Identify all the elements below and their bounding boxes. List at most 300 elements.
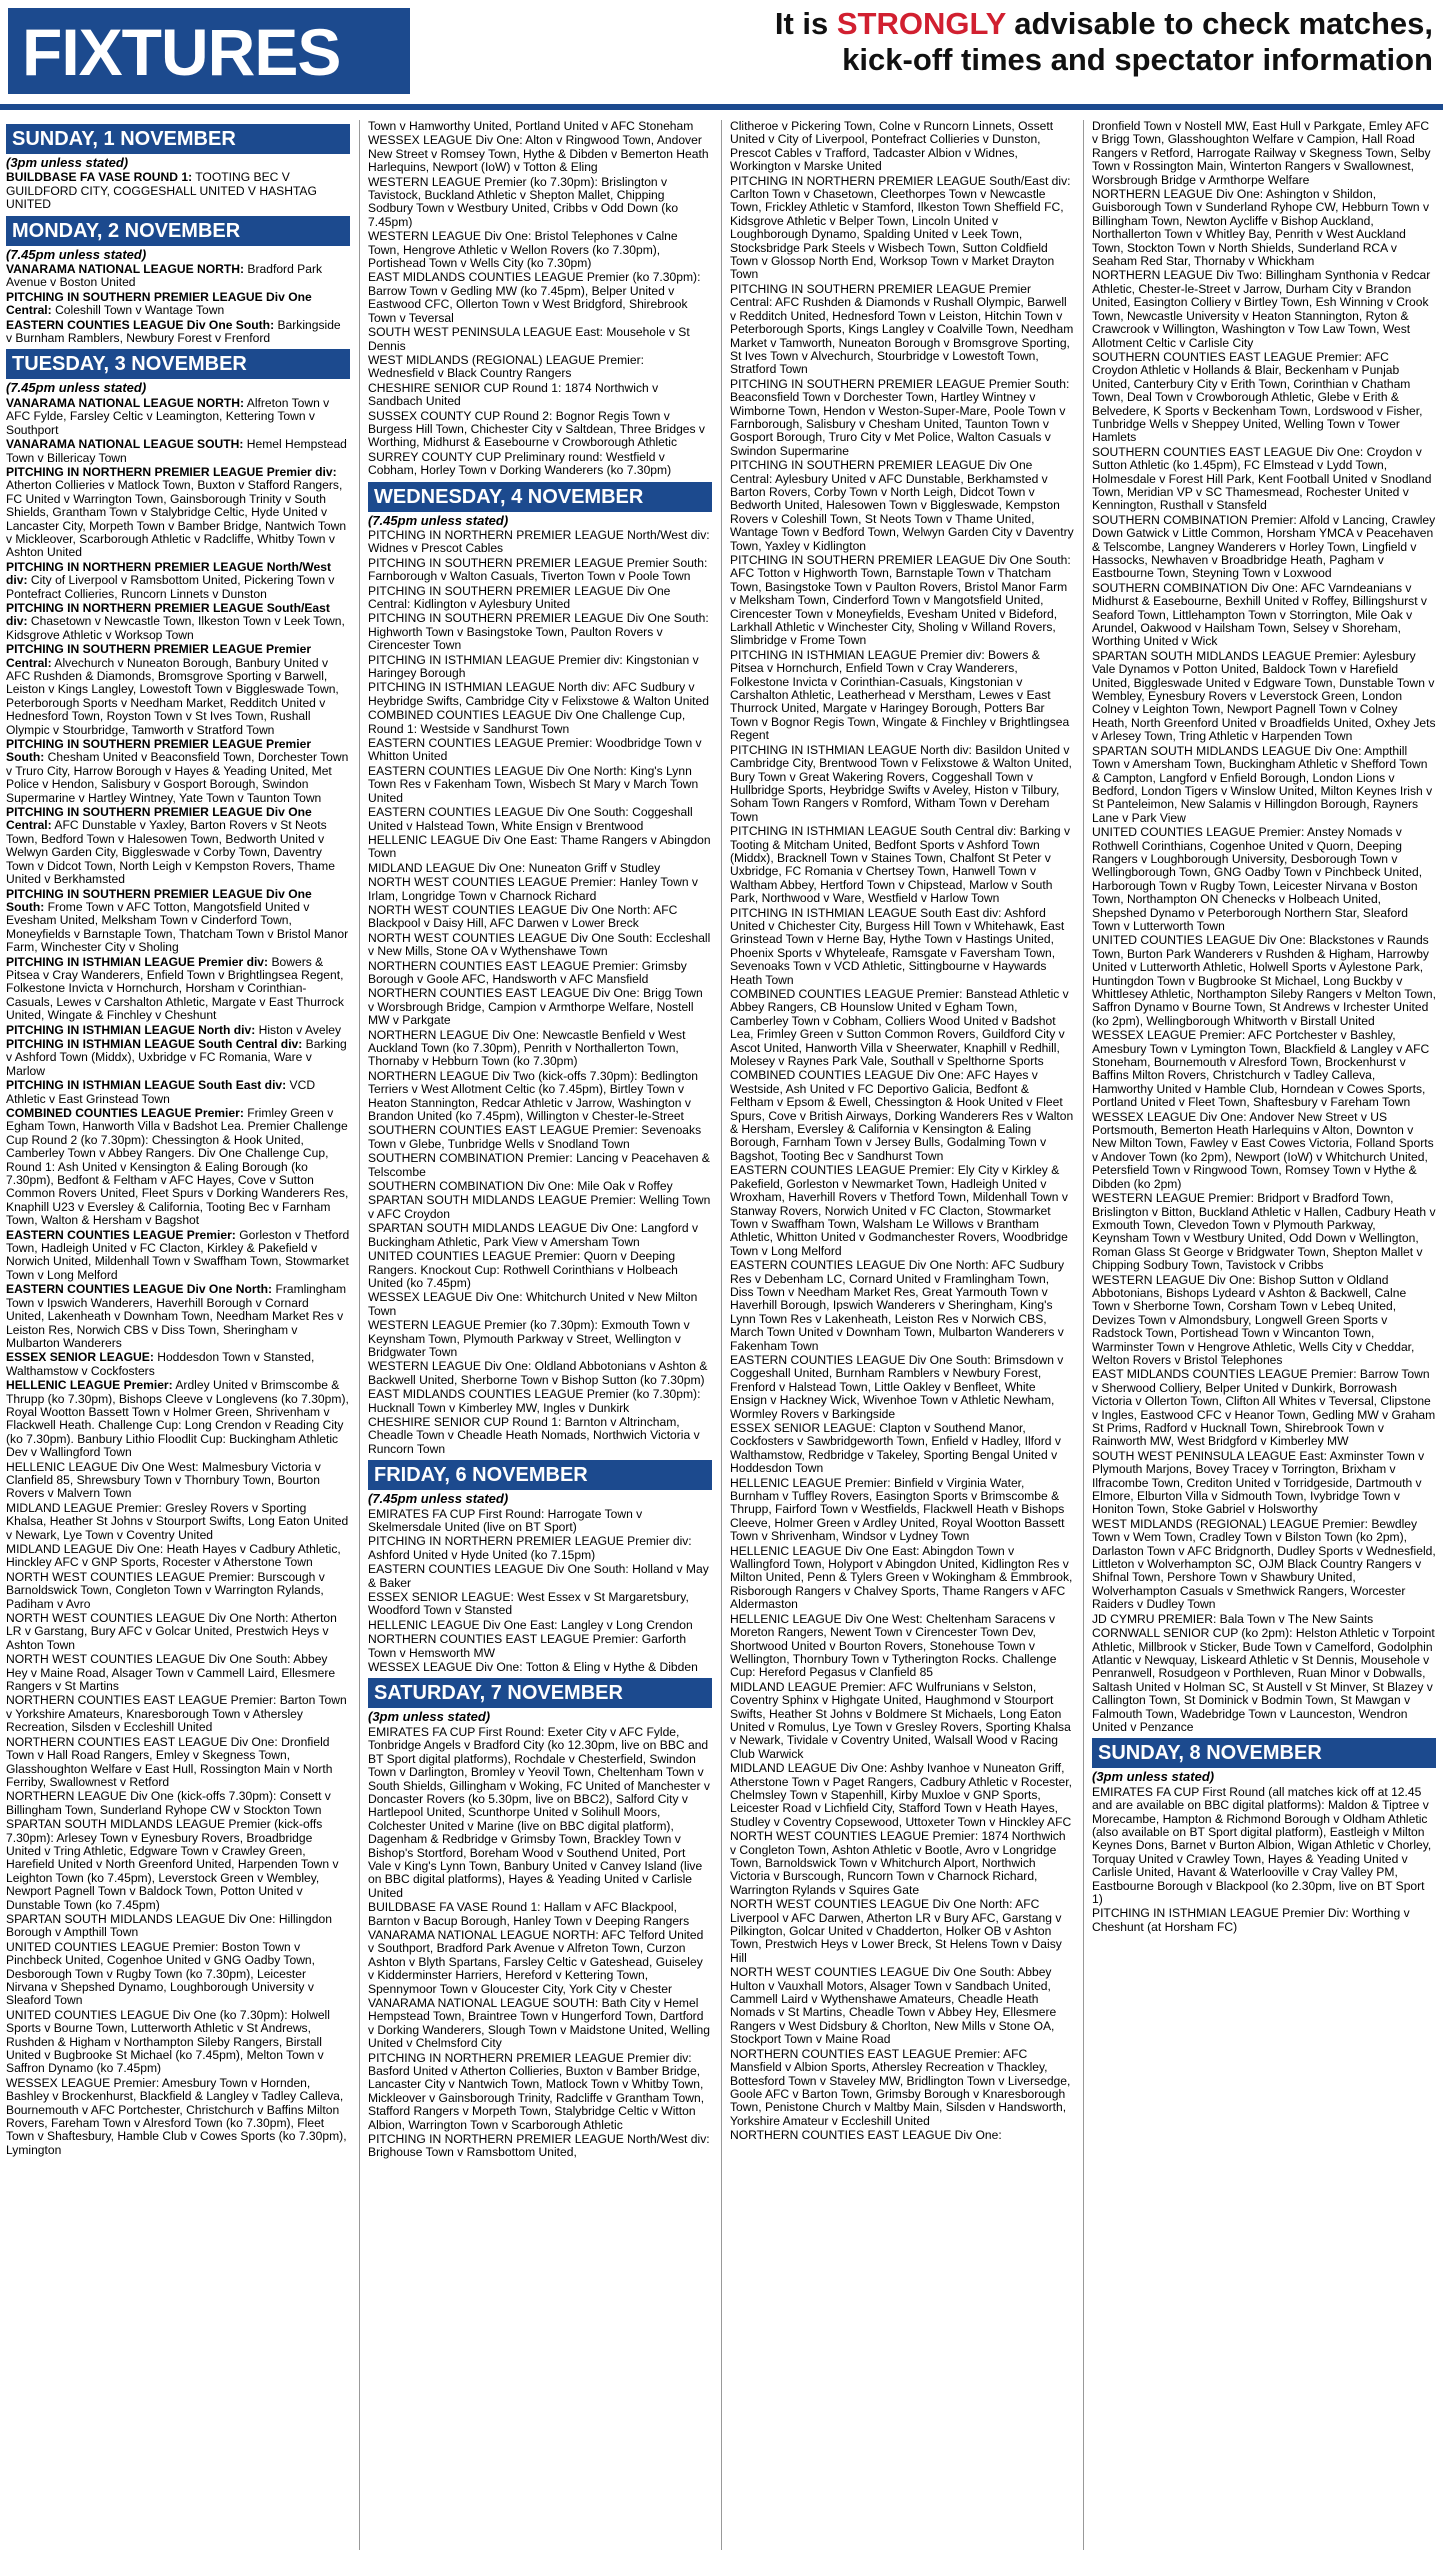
fixture-entry [730,175,1074,282]
fixture-entry [368,410,712,450]
fixture-text: UNITED COUNTIES LEAGUE Premier: Boston Town v Pinchbeck United, Cogenhoe United v GNG Oadby Town, Desborough Town v Rugby Town (ko 7.30pm), Leicester Nirvana v Shepshed Dynamo, Loughborough University v Sleaford Town [6,1939,316,2008]
fixture-entry [6,1543,350,1570]
fixture-entry [368,1535,712,1562]
competition-name: VANARAMA NATIONAL LEAGUE NORTH: [6,395,245,410]
fixture-entry [368,1901,712,1928]
fixture-entry [6,1283,350,1350]
column-divider [1083,120,1084,2550]
fixture-text: MIDLAND LEAGUE Premier: AFC Wulfrunians v Selston, Coventry Sphinx v Highgate United, Haughmond v Stourport Swifts, Heather St Johns v Boldmere St Michaels, Long Eaton United v Romulus, Lye Town v Gresley Rovers, Sporting Khalsa v Newark, Tividale v Coventry United, Walsall Wood v Racing Club Warwick [730,1679,1071,1761]
fixture-entry [368,1929,712,1996]
fixture-text: PITCHING IN ISTHMIAN LEAGUE Premier div: Kingstonian v Haringey Borough [368,652,699,681]
fixture-text: NORTH WEST COUNTIES LEAGUE Div One South: Eccleshall v New Mills, Stone OA v Wythenshawe Town [368,930,711,959]
column-divider [721,120,722,2550]
fixture-text: COMBINED COUNTIES LEAGUE Div One Challenge Cup, Round 1: Westside v Sandhurst Town [368,708,686,736]
fixture-text: VCD Athletic v East Grinstead Town [6,1078,316,1106]
fixture-entry [6,1379,350,1459]
fixture-text: PITCHING IN SOUTHERN PREMIER LEAGUE Div One South: Highworth Town v Basingstoke Town, Paulton Rovers v Cirencester Town [368,611,709,653]
fixture-text: HELLENIC LEAGUE Div One West: Cheltenham Saracens v Moreton Rangers, Newent Town v Cirencester Town Dev, Shortwood United v Bourton Rovers, Stonehouse Town v Wellington, Thornbury Town v Tytherington Rocks. Challenge Cup: Hereford Pegasus v Clanfield 85 [730,1611,1057,1680]
fixture-entry [6,1790,350,1817]
fixture-text: EASTERN COUNTIES LEAGUE Div One North: King's Lynn Town Res v Fakenham Town, Wisbech St Mary v March Town United [368,763,699,805]
fixture-entry [730,1354,1074,1421]
fixture-entry [368,134,712,174]
fixture-text: EAST MIDLANDS COUNTIES LEAGUE Premier: Barrow Town v Sherwood Colliery, Belper United v Dunkirk, Borrowash Victoria v Ollerton Town, Clifton All Whites v Teversal, Clipstone v Ingles, Eastwood CFC v Heanor Town, Gedling MW v Graham St Prims, Radford v Hucknall Town, Shirebrook Town v Rainworth MW, West Bridgford v Kimberley MW [1092,1367,1436,1449]
fixture-text: EASTERN COUNTIES LEAGUE Premier: Woodbridge Town v Whitton United [368,736,702,764]
fixture-text: WESTERN LEAGUE Div One: Bishop Sutton v Oldland Abbotonians, Bishops Lydeard v Ashton & Backwell, Calne Town v Sherborne Town, Corsham Town v Lebeq United, Devizes Town v Almondsbury, Longwell Green Sports v Radstock Town, Portishead Town v Wincanton Town, Warminster Town v Hengrove Athletic, Wells City v Cheddar, Welton Rovers v Bristol Telephones [1092,1272,1415,1367]
fixture-text: Frome Town v AFC Totton, Mangotsfield United v Evesham United, Melksham Town v Cinderford Town, Moneyfields v Barnstaple Town, Thatcham Town v Bristol Manor Farm, Winchester City v Sholing [6,899,349,955]
competition-name: PITCHING IN NORTHERN PREMIER LEAGUE North/West div: [6,559,331,588]
fixture-entry [6,171,350,211]
fixture-entry [6,291,350,318]
fixture-entry [368,1997,712,2051]
fixture-text: Ardley United v Brimscombe & Thrupp (ko 7.30pm), Bishops Cleeve v Longlevens (ko 7.30pm), Royal Wootton Bassett Town v Holmer Green, Shrivenham v Flackwell Heath. Challenge Cup: Long Crendon v Reading City (ko 7.30pm). Banbury Lithio Floodlit Cup: Buckingham Athletic Dev v Wallingford Town [6,1378,349,1460]
header-rule [0,104,1443,110]
fixture-entry [730,459,1074,553]
fixture-entry [368,529,712,556]
fixture-text: SPARTAN SOUTH MIDLANDS LEAGUE Premier: Welling Town v AFC Croydon [368,1193,711,1221]
fixture-entry [368,230,712,270]
fixture-entry [368,1029,712,1069]
fixture-entry [368,1319,712,1359]
day-heading: WEDNESDAY, 4 NOVEMBER [368,482,712,512]
fixture-entry [368,932,712,959]
fixture-entry [6,1107,350,1228]
fixture-entry [6,1351,350,1378]
fixtures-column-1 [6,120,350,2550]
fixture-entry [368,585,712,612]
fixture-text: Coleshill Town v Wantage Town [51,303,225,318]
day-heading: FRIDAY, 6 NOVEMBER [368,1460,712,1490]
fixture-text: Gorleston v Thetford Town, Hadleigh United v FC Clacton, Kirkley & Pakefield v Norwich United, Mildenhall Town v Swaffham Town, Stowmarket Town v Long Melford [6,1227,350,1282]
day-heading: SATURDAY, 7 NOVEMBER [368,1678,712,1708]
fixture-text: VANARAMA NATIONAL LEAGUE NORTH: AFC Telford United v Southport, Bradford Park Avenue v Alfreton Town, Curzon Ashton v Blyth Spartans, Farsley Celtic v Gateshead, Guiseley v Kidderminster Harriers, Hereford v Kettering Town, Spennymoor Town v Gloucester City, York City v Chester [368,1927,704,1996]
fixture-text: WESTERN LEAGUE Premier (ko 7.30pm): Exmouth Town v Keynsham Town, Plymouth Parkway v Street, Wellington v Bridgwater Town [368,1318,690,1359]
kickoff-note: (7.45pm unless stated) [6,246,147,262]
kickoff-note: (3pm unless stated) [368,1709,491,1725]
fixture-entry [6,1502,350,1542]
page-title: FIXTURES [22,15,341,89]
fixture-entry [6,561,350,601]
fixture-entry [368,451,712,478]
fixtures-column-3 [730,120,1074,2550]
fixture-entry [1092,351,1436,445]
fixture-text: CHESHIRE SENIOR CUP Round 1: Barnton v Altrincham, Cheadle Town v Cheadle Heath Nomads, Northwich Victoria v Runcorn Town [368,1414,700,1456]
fixture-entry [6,1736,350,1790]
fixture-text: PITCHING IN SOUTHERN PREMIER LEAGUE Premier South: Beaconsfield Town v Dorchester Town, Hartley Wintney v Wimborne Town, Hendon v Weston-Super-Mare, Poole Town v Farnborough, Salisbury v Chesham United, Taunton Town v Gosport Borough, Truro City v Met Police, Walton Casuals v Swindon Supermarine [730,376,1070,458]
fixture-text: SPARTAN SOUTH MIDLANDS LEAGUE Premier (kick-offs 7.30pm): Arlesey Town v Eynesbury Rovers, Broadbridge United v Tring Athletic, Edgware Town v Crawley Green, Harefield United v North Greenford United, Harpenden Town v Leighton Town (ko 7.45pm), Leverstock Green v Wembley, Newport Pagnell Town v Baldock Town, Potton United v Dunstable Town (ko 7.45pm) [6,1817,339,1912]
fixture-text: VANARAMA NATIONAL LEAGUE SOUTH: Bath City v Hemel Hempstead Town, Braintree Town v Hungerford Town, Dartford v Dorking Wanderers, Slough Town v Maidstone United, Welling United v Chelmsford City [368,1996,710,2051]
fixture-text: PITCHING IN NORTHERN PREMIER LEAGUE North/West div: Widnes v Prescot Cables [368,527,710,556]
day-heading: MONDAY, 2 NOVEMBER [6,216,350,246]
fixture-entry [368,960,712,987]
fixture-entry [1092,1111,1436,1191]
page-header [0,0,1443,104]
fixture-entry [368,1124,712,1151]
fixture-entry [6,956,350,1023]
fixtures-columns [6,120,1437,2550]
fixture-text: MIDLAND LEAGUE Premier: Gresley Rovers v Sporting Khalsa, Heather St Johns v Stourport Swifts, Long Eaton United v Newark, Lye Town v Coventry United [6,1500,349,1542]
fixture-entry [6,806,350,886]
fixture-text: PITCHING IN NORTHERN PREMIER LEAGUE Premier div: Ashford United v Hyde United (ko 7.15pm) [368,1534,692,1562]
fixture-text: Alfreton Town v AFC Fylde, Farsley Celtic v Leamington, Kettering Town v Southport [6,395,330,437]
fixture-entry [368,1250,712,1290]
fixture-text: EAST MIDLANDS COUNTIES LEAGUE Premier (ko 7.30pm): Barrow Town v Gedling MW (ko 7.45pm), Belper United v Eastwood CFC, Ollerton Town v West Bridgford, Shirebrook Town v Teversal [368,270,701,325]
competition-name: PITCHING IN ISTHMIAN LEAGUE Premier div: [6,954,269,969]
fixture-text: SOUTH WEST PENINSULA LEAGUE East: Axminster Town v Plymouth Marjons, Bovey Tracey v Torrington, Brixham v Ilfracombe Town, Crediton United v Torridgeside, Dartmouth v Elmore, Elburton Villa v Sidmouth Town, Ivybridge Town v Honiton Town, Stoke Gabriel v Holsworthy [1092,1448,1425,1517]
competition-name: COMBINED COUNTIES LEAGUE Premier: [6,1106,244,1120]
fixture-entry [730,1164,1074,1258]
fixture-entry [6,397,350,437]
fixture-entry [6,1461,350,1501]
fixture-entry [6,263,350,290]
competition-name: PITCHING IN ISTHMIAN LEAGUE South Central div: [6,1036,303,1051]
fixture-entry [368,862,712,875]
fixture-text: NORTH WEST COUNTIES LEAGUE Div One North: AFC Blackpool v Daisy Hill, AFC Darwen v Lower Breck [368,902,678,931]
fixture-entry [730,2048,1074,2128]
fixture-text: EASTERN COUNTIES LEAGUE Div One South: Coggeshall United v Halstead Town, White Ensign v Brentwood [368,805,693,833]
fixture-entry [368,326,712,353]
fixture-text: WESTERN LEAGUE Div One: Bristol Telephones v Calne Town, Hengrove Athletic v Wellon Rovers (ko 7.30pm), Portishead Town v Wells City (ko 7.30pm) [368,229,678,271]
competition-name: PITCHING IN ISTHMIAN LEAGUE North div: [6,1022,256,1037]
fixture-text: MIDLAND LEAGUE Div One: Heath Hayes v Cadbury Athletic, Hinckley AFC v GNP Sports, Rocester v Atherstone Town [6,1542,341,1570]
fixture-text: HELLENIC LEAGUE Div One East: Thame Rangers v Abingdon Town [368,832,711,861]
fixture-entry [368,1180,712,1193]
fixture-text: NORTHERN COUNTIES EAST LEAGUE Div One: Dronfield Town v Hall Road Rangers, Emley v Skegness Town, Glasshoughton Welfare v East Hull, Rossington Main v North Ferriby, Swallownest v Retford [6,1734,333,1789]
fixture-text: PITCHING IN SOUTHERN PREMIER LEAGUE Div One South: AFC Totton v Highworth Town, Barnstaple Town v Thatcham Town, Basingstoke Town v Paulton Rovers, Bristol Manor Farm v Melksham Town, Cinderford Town v Mangotsfield United, Cirencester Town v Moneyfields, Evesham United v Bideford, Larkhall Athletic v Winchester City, Sholing v Willand Rovers, Slimbridge v Frome Town [730,553,1071,648]
fixture-text: CORNWALL SENIOR CUP (ko 2pm): Helston Athletic v Torpoint Athletic, Millbrook v Sticker, Bude Town v Camelford, Godolphin Atlantic v Newquay, Liskeard Athletic v St Dennis, Mousehole v Penranwell, Rosudgeon v Porthleven, Ruan Minor v Dobwalls, Saltash United v Holman SC, St Austell v St Minver, St Blazey v Callington Town, St Dominick v Bodmin Town, St Mawgan v Falmouth Town, Wadebridge Town v Launceston, Wendron United v Penzance [1092,1626,1435,1734]
fixture-text: SOUTHERN COMBINATION Div One: Mile Oak v Roffey [368,1179,673,1194]
fixture-entry [1092,1627,1436,1734]
fixture-text: PITCHING IN ISTHMIAN LEAGUE South East div: Ashford United v Chichester City, Burgess Hill Town v Whitehawk, East Grinstead Town v Herne Bay, Hythe Town v Hastings United, Phoenix Sports v Whyteleafe, Ramsgate v Faversham Town, Sevenoaks Town v VCD Athletic, Sittingbourne v Haywards Heath Town [730,905,1065,987]
fixture-entry [368,1194,712,1221]
fixture-entry [1092,269,1436,349]
fixture-entry [730,120,1074,174]
fixture-entry [368,1726,712,1900]
fixture-entry [368,612,712,652]
fixture-entry [6,1913,350,1940]
fixture-text: SPARTAN SOUTH MIDLANDS LEAGUE Premier: Aylesbury Vale Dynamos v Potton United, Baldock Town v Harefield United, Biggleswade United v Edgware Town, Dunstable Town v Wembley, Eynesbury Rovers v Leverstock Green, London Colney v Leighton Town, Newport Pagnell Town v Colney Heath, North Greenford United v Broadfields United, Oxhey Jets v Arlesey Town, Tring Athletic v Harpenden Town [1092,648,1436,744]
fixture-text: SOUTHERN COUNTIES EAST LEAGUE Premier: AFC Croydon Athletic v Hollands & Blair, Beckenham v Punjab United, Canterbury City v Erith Town, Corinthian v Chatham Town, Deal Town v Crowborough Athletic, Glebe v Erith & Belvedere, K Sports v Beckenham Town, Lordswood v Fisher, Tunbridge Wells v Sheppey United, Welling Town v Tower Hamlets [1092,349,1423,445]
competition-name: PITCHING IN SOUTHERN PREMIER LEAGUE Div One Central: [6,805,312,833]
fixture-entry [6,1694,350,1734]
fixture-entry [730,2129,1074,2142]
competition-name: PITCHING IN NORTHERN PREMIER LEAGUE South/East div: [6,600,330,629]
fixture-entry [368,1222,712,1249]
fixture-text: UNITED COUNTIES LEAGUE Div One (ko 7.30pm): Holwell Sports v Bourne Town, Lutterworth Athletic v St Andrews, Rushden & Higham v Northampton Sileby Rangers, Birstall United v Bugbrooke St Michael (ko 7.45pm), Melton Town v Saffron Dynamo (ko 7.45pm) [6,2007,330,2076]
fixture-entry [730,1069,1074,1163]
fixture-text: NORTHERN COUNTIES EAST LEAGUE Premier: Barton Town v Yorkshire Amateurs, Knaresborough Town v Athersley Recreation, Silsden v Eccleshill United [6,1693,347,1735]
fixture-text: NORTH WEST COUNTIES LEAGUE Div One South: Abbey Hey v Maine Road, Alsager Town v Cammell Laird, Ellesmere Rangers v St Martins [6,1652,336,1694]
fixture-text: WESSEX LEAGUE Div One: Totton & Eling v Hythe & Dibden [368,1660,698,1675]
fixture-text: BUILDBASE FA VASE Round 1: Hallam v AFC Blackpool, Barnton v Bacup Borough, Hanley Town v Deeping Rangers [368,1900,690,1928]
fixture-entry [6,888,350,955]
fixture-text: COMBINED COUNTIES LEAGUE Div One: AFC Hayes v Westside, Ash United v FC Deportivo Galicia, Bedfont & Feltham v Epsom & Ewell, Chessington & Hook United v Fleet Spurs, Cove v British Airways, Dorking Wanderers Res v Walton & Hersham, Eversley & California v Kensington & Ealing Borough, Farnham Town v Jersey Bulls, Godalming Town v Bagshot, Tooting Bec v Sandhurst Town [730,1068,1074,1163]
fixture-entry [6,602,350,642]
kickoff-note: (3pm unless stated) [1092,1769,1215,1785]
fixture-entry [730,1545,1074,1612]
fixtures-title-box [8,8,410,94]
fixture-entry [6,1818,350,1912]
fixture-entry [730,1613,1074,1680]
fixture-text: UNITED COUNTIES LEAGUE Div One: Blackstones v Raunds Town, Burton Park Wanderers v Rushden & Higham, Harrowby United v Lutterworth Athletic, Holwell Sports v Aylestone Park, Huntingdon Town v Bugbrooke St Michael, Long Buckby v Whittlesey Athletic, Northampton Sileby Rangers v Melton Town, Saffron Dynamo v Bourne Town, St Andrews v Irchester United (ko 2pm), Wellingborough Whitworth v Birstall United [1092,933,1436,1028]
fixture-text: SOUTHERN COMBINATION Premier: Lancing v Peacehaven & Telscombe [368,1151,710,1179]
fixture-text: Bowers & Pitsea v Cray Wanderers, Enfield Town v Brightlingsea Regent, Folkestone Invicta v Hornchurch, Horsham v Corinthian-Casuals, Lewes v Carshalton Athletic, Margate v East Thurrock United, Wingate & Finchley v Cheshunt [6,954,344,1023]
fixture-text: EAST MIDLANDS COUNTIES LEAGUE Premier (ko 7.30pm): Hucknall Town v Kimberley MW, Ingles v Dunkirk [368,1387,701,1415]
fixture-text: SUSSEX COUNTY CUP Round 2: Bognor Regis Town v Burgess Hill Town, Chichester City v Saltdean, Three Bridges v Worthing, Midhurst & Easebourne v Crowborough Athletic [368,408,705,450]
fixture-entry [1092,1613,1436,1626]
fixture-entry [6,1229,350,1283]
fixture-text: PITCHING IN ISTHMIAN LEAGUE Premier div: Bowers & Pitsea v Hornchurch, Enfield Town v Cray Wanderers, Folkestone Invicta v Corinthian-Casuals, Kingstonian v Carshalton Athletic, Leatherhead v Merstham, Lewes v East Thurrock United, Margate v Haringey Borough, Potters Bar Town v Bognor Regis Town, Wingate & Finchley v Brightlingsea Regent [730,647,1070,743]
tagline-line-1 [775,6,1433,42]
fixture-text: SOUTHERN COMBINATION Premier: Alfold v Lancing, Crawley Down Gatwick v Little Common, Horsham YMCA v Peacehaven & Telscombe, Langney Wanderers v Horley Town, Lingfield v Hassocks, Newhaven v Broadbridge Heath, Pagham v Eastbourne Town, Steyning Town v Loxwood [1092,512,1436,581]
fixture-text: SOUTHERN COUNTIES EAST LEAGUE Div One: Croydon v Sutton Athletic (ko 1.45pm), FC Elmstead v Lydd Town, Holmesdale v Forest Hill Park, Kent Football United v Snodland Town, Meridian VP v SC Thamesmead, Rochester United v Kennington, Rusthall v Stansfeld [1092,444,1432,513]
fixture-text: TOOTING BEC V GUILDFORD CITY, COGGESHALL UNITED V HASHTAG UNITED [6,170,317,212]
fixture-text: PITCHING IN SOUTHERN PREMIER LEAGUE Div One Central: Aylesbury United v AFC Dunstable, Berkhamsted v Barton Rovers, Corby Town v North Leigh, Didcot Town v Bedworth United, Halesowen Town v Biggleswade, Kempston Rovers v Coleshill Town, St Neots Town v Thame United, Wantage Town v Bedford Town, Welwyn Garden City v Daventry Town, Yaxley v Kidlington [730,458,1074,553]
fixture-entry [368,654,712,681]
fixtures-column-2 [368,120,712,2550]
fixture-entry [368,806,712,833]
fixture-entry [730,1762,1074,1829]
fixture-entry [730,1898,1074,1965]
fixture-entry [368,904,712,931]
fixture-entry [368,737,712,764]
fixture-entry [368,176,712,230]
fixture-text: PITCHING IN ISTHMIAN LEAGUE North div: Basildon United v Cambridge City, Brentwood Town v Felixstowe & Walton United, Bury Town v Great Wakering Rovers, Coggeshall Town v Hullbridge Sports, Heybridge Swifts v Aveley, Histon v Tilbury, Soham Town Rangers v Romford, Witham Town v Dereham Town [730,742,1072,824]
fixture-entry [1092,1192,1436,1272]
fixture-text: EMIRATES FA CUP First Round (all matches kick off at 12.45 and are available on BBC digital platforms): Maldon & Tiptree v Morecambe, Hampton & Richmond Borough v Oldham Athletic (also available on BT Sport digital platform), Eastleigh v Milton Keynes Dons, Barnet v Burton Albion, Wigan Athletic v Chorley, Torquay United v Crawley Town, Hayes & Yeading United v Carlisle United, Havant & Waterlooville v Cray Valley PM, Eastbourne Borough v Blackpool (ko 2.30pm, live on BT Sport 1) [1092,1784,1432,1906]
fixture-entry [1092,1029,1436,1109]
fixture-entry [368,271,712,325]
fixture-entry [368,382,712,409]
fixture-text: WESSEX LEAGUE Premier: AFC Portchester v Bashley, Amesbury Town v Lymington Town, Blackfield & Langley v AFC Stoneham, Bournemouth v Alresford Town, Brockenhurst v Baffins Milton Rovers, Christchurch v Tadley Calleva, Hamworthy United v Hamble Club, Horndean v Cowes Sports, Portland United v Fleet Town, Shaftesbury v Fareham Town [1092,1028,1430,1110]
fixture-text: Clitheroe v Pickering Town, Colne v Runcorn Linnets, Ossett United v City of Liverpool, Pontefract Collieries v Dunston, Prescot Cables v Trafford, Tadcaster Albion v Widnes, Workington v Marske United [730,120,1054,174]
fixture-text: NORTHERN COUNTIES EAST LEAGUE Premier: Garforth Town v Hemsworth MW [368,1632,687,1660]
fixture-text: PITCHING IN ISTHMIAN LEAGUE South Central div: Barking v Tooting & Mitcham United, Bedfont Sports v Ashford Town (Middx), Bracknell Town v Staines Town, Chalfont St Peter v Uxbridge, FC Romania v Chertsey Town, Hanwell Town v Waltham Abbey, Hertford Town v Chipstead, Marlow v South Park, Northwood v Ware, Westfield v Harlow Town [730,824,1071,906]
fixture-text: SPARTAN SOUTH MIDLANDS LEAGUE Div One: Hillingdon Borough v Ampthill Town [6,1911,332,1940]
fixture-text: UNITED COUNTIES LEAGUE Premier: Anstey Nomads v Rothwell Corinthians, Cogenhoe United v Quorn, Deeping Rangers v Loughborough University, Desborough Town v Wellingborough Town, GNG Oadby Town v Pinchbeck United, Harborough Town v Rugby Town, Leicester Nirvana v Boston Town, Northampton ON Chenecks v Holbeach United, Shepshed Dynamo v Peterborough Northern Star, Sleaford Town v Lutterworth Town [1092,825,1423,933]
fixture-entry [6,1571,350,1611]
fixture-entry [6,1653,350,1693]
fixture-text: PITCHING IN NORTHERN PREMIER LEAGUE North/West div: Brighouse Town v Ramsbottom United, [368,2132,710,2160]
fixture-entry [1092,826,1436,933]
fixture-entry [1092,1786,1436,1907]
fixture-text: UNITED COUNTIES LEAGUE Premier: Quorn v Deeping Rangers. Knockout Cup: Rothwell Corinthians v Holbeach United (ko 7.45pm) [368,1249,678,1290]
fixture-text: NORTHERN LEAGUE Div Two: Billingham Synthonia v Redcar Athletic, Chester-le-Street v Jarrow, Durham City v Brandon United, Easington Colliery v Birtley Town, Esh Winning v Crook Town, Newcastle University v Heaton Stannington, Ryton & Crawcrook v Willington, Washington v Tow Law Town, West Allotment Celtic v Carlisle City [1092,268,1431,350]
fixture-entry [368,876,712,903]
kickoff-note: (7.45pm unless stated) [6,380,147,396]
fixture-entry [730,1477,1074,1544]
fixture-text: PITCHING IN SOUTHERN PREMIER LEAGUE Div One Central: Kidlington v Aylesbury United [368,583,671,611]
fixture-text: EMIRATES FA CUP First Round: Exeter City v AFC Fylde, Tonbridge Angels v Bradford City (ko 12.30pm, live on BBC and BT Sport digital platforms), Rochdale v Chesterfield, Swindon Town v Darlington, Bromley v Yeovil Town, Cheltenham Town v South Shields, Gillingham v Woking, FC United of Manchester v Doncaster Rovers (ko 5.30pm, live on BBC2), Salford City v Hartlepool United, Scunthorpe United v Solihull Moors, Colchester United v Marine (live on BBC digital platform), Dagenham & Redbridge v Grimsby Town, Brackley Town v Bishop's Stortford, Boreham Wood v Southend United, Port Vale v King's Lynn Town, Banbury United v Canvey Island (live on BBC digital platforms), Hayes & Yeading United v Carlisle United [368,1724,710,1900]
fixture-entry [6,438,350,465]
fixture-entry [730,1966,1074,2046]
fixture-text: WESTERN LEAGUE Premier (ko 7.30pm): Brislington v Tavistock, Buckland Athletic v Shepton Mallet, Chipping Sodbury Town v Westbury United, Cribbs v Odd Down (ko 7.45pm) [368,174,679,229]
fixture-text: NORTH WEST COUNTIES LEAGUE Div One North: AFC Liverpool v AFC Darwen, Atherton LR v Bury AFC, Garstang v Pilkington, Golcar United v Chadderton, Holker OB v Ashton Town, Prestwich Heys v Lower Breck, St Helens Town v Daisy Hill [730,1897,1062,1965]
fixture-text: PITCHING IN NORTHERN PREMIER LEAGUE South/East div: Carlton Town v Chasetown, Cleethorpes Town v Newcastle Town, Frickley Athletic v Stamford, Ilkeston Town Sheffield FC, Kidsgrove Athletic v Belper Town, Lincoln United v Loughborough Dynamo, Spalding United v Leek Town, Stocksbridge Park Steels v Wisbech Town, Sutton Coldfield Town v Glossop North End, Worksop Town v Market Drayton Town [730,173,1071,282]
fixture-entry [6,643,350,737]
fixture-entry [6,738,350,805]
fixtures-column-4 [1092,120,1436,2550]
fixture-text: Barkingside v Burnham Ramblers, Newbury Forest v Frenford [6,317,341,346]
fixture-text: City of Liverpool v Ramsbottom United, Pickering Town v Pontefract Collieries, Runcorn Linnets v Dunston [6,573,335,601]
fixture-entry [730,1259,1074,1353]
fixture-entry [368,987,712,1027]
fixture-entry [6,2009,350,2076]
fixture-text: PITCHING IN ISTHMIAN LEAGUE North div: AFC Sudbury v Heybridge Swifts, Cambridge City v Felixstowe & Walton United [368,680,709,708]
fixture-text: SPARTAN SOUTH MIDLANDS LEAGUE Div One: Langford v Buckingham Athletic, Park View v Amersham Town [368,1221,698,1249]
competition-name: ESSEX SENIOR LEAGUE: [6,1350,154,1365]
fixture-text: MIDLAND LEAGUE Div One: Nuneaton Griff v Studley [368,860,661,875]
fixture-entry [6,2077,350,2157]
competition-name: EASTERN COUNTIES LEAGUE Div One South: [6,317,275,332]
fixture-text: EASTERN COUNTIES LEAGUE Premier: Ely City v Kirkley & Pakefield, Gorleston v Newmarket Town, Hadleigh United v Wroxham, Haverhill Rovers v Thetford Town, Mildenhall Town v Stanway Rovers, Norwich United v FC Clacton, Stowmarket Town v Swaffham Town, Walsham Le Willows v Brantham Athletic, Whitton United v Godmanchester Rovers, Woodbridge Town v Long Melford [730,1163,1068,1258]
fixture-text: WEST MIDLANDS (REGIONAL) LEAGUE Premier: Bewdley Town v Wem Town, Cradley Town v Bilston Town (ko 2pm), Darlaston Town v AFC Bridgnorth, Dudley Sports v Wednesfield, Littleton v Wolverhampton SC, OJM Black Country Rangers v Shifnal Town, Pershore Town v Shawbury United, Wolverhampton Casuals v Smethwick Rangers, Worcester Raiders v Dudley Town [1092,1516,1436,1612]
fixture-text: WESSEX LEAGUE Div One: Alton v Ringwood Town, Andover New Street v Romsey Town, Hythe & Dibden v Bemerton Heath Harlequins, Newport (IoW) v Totton & Eling [368,133,709,175]
competition-name: BUILDBASE FA VASE ROUND 1: [6,170,193,185]
fixture-entry [1092,934,1436,1028]
fixture-entry [1092,446,1436,513]
fixture-text: CHESHIRE SENIOR CUP Round 1: 1874 Northwich v Sandbach United [368,380,659,409]
fixture-text: ESSEX SENIOR LEAGUE: Clapton v Southend Manor, Cockfosters v Sawbridgeworth Town, Enfield v Hadley, Ilford v Walthamstow, Redbridge v Takeley, Sporting Bengal United v Hoddesdon Town [730,1421,1061,1476]
fixture-entry [1092,514,1436,581]
fixture-entry [368,1591,712,1618]
fixture-text: EASTERN COUNTIES LEAGUE Div One South: Brimsdown v Coggeshall United, Burnham Ramblers v Newbury Forest, Frenford v Halstead Town, Little Oakley v Benfleet, White Ensign v Hackney Wick, Wivenhoe Town v Athletic Newham, Wormley Rovers v Barkingside [730,1352,1064,1421]
fixture-entry [368,1619,712,1632]
fixture-text: Barking v Ashford Town (Middx), Uxbridge v FC Romania, Ware v Marlow [6,1036,347,1078]
fixture-entry [368,1563,712,1590]
tagline-post: advisable to check matches, [1005,6,1433,41]
fixture-text: NORTH WEST COUNTIES LEAGUE Div One North: Atherton LR v Garstang, Bury AFC v Golcar United, Prestwich Heys v Ashton Town [6,1611,337,1652]
fixture-text: Chasetown v Newcastle Town, Ilkeston Town v Leek Town, Kidsgrove Athletic v Worksop Town [6,614,345,642]
fixture-text: Atherton Collieries v Matlock Town, Buxton v Stafford Rangers, FC United v Warrington Town, Gainsborough Trinity v South Shields, Grantham Town v Stalybridge Celtic, Hyde United v Lancaster City, Morpeth Town v Bamber Bridge, Nantwich Town v Mickleover, Scarborough Athletic v Radcliffe, Whitby Town v Ashton United [6,478,347,560]
fixture-entry [368,1633,712,1660]
fixture-entry [368,1070,712,1124]
fixture-entry [730,744,1074,824]
fixture-text: WEST MIDLANDS (REGIONAL) LEAGUE Premier: Wednesfield v Black Country Rangers [368,352,644,381]
fixture-entry [368,354,712,381]
fixture-text: WESTERN LEAGUE Div One: Oldland Abbotonians v Ashton & Backwell United, Sherborne Town v Bishop Sutton (ko 7.30pm) [368,1359,708,1387]
fixture-text: NORTHERN LEAGUE Div One: Newcastle Benfield v West Auckland Town (ko 7.30pm), Penrith v Northallerton Town, Thornaby v Hebburn Town (ko 7.30pm) [368,1027,686,1069]
kickoff-note: (7.45pm unless stated) [368,1491,509,1507]
fixture-entry [6,319,350,346]
fixture-text: PITCHING IN SOUTHERN PREMIER LEAGUE Premier Central: AFC Rushden & Diamonds v Rushall Olympic, Barwell v Redditch United, Hednesford Town v Leiston, Hitchin Town v Peterborough Sports, Kings Langley v Coalville Town, Needham Market v Tamworth, Nuneaton Borough v Bromsgrove Sporting, St Ives Town v Alvechurch, Stourbridge v Lowestoft Town, Stratford Town [730,281,1074,377]
fixture-text: Bradford Park Avenue v Boston United [6,262,323,290]
fixture-text: PITCHING IN NORTHERN PREMIER LEAGUE Premier div: Basford United v Atherton Collieries, Buxton v Bamber Bridge, Lancaster City v Nantwich Town, Matlock Town v Whitby Town, Mickleover v Gainsborough Trinity, Radcliffe v Grantham Town, Stafford Rangers v Morpeth Town, Stalybridge Celtic v Witton Albion, Warrington Town v Scarborough Athletic [368,2050,705,2132]
fixture-entry [6,1079,350,1106]
fixture-text: PITCHING IN ISTHMIAN LEAGUE Premier Div: Worthing v Cheshunt (at Horsham FC) [1092,1906,1410,1934]
fixture-text: ESSEX SENIOR LEAGUE: West Essex v St Margaretsbury, Woodford Town v Stansted [368,1590,689,1618]
fixture-text: NORTHERN COUNTIES EAST LEAGUE Div One: Brigg Town v Worsbrough Bridge, Campion v Armthorpe Welfare, Nostell MW v Parkgate [368,986,703,1028]
fixture-text: HELLENIC LEAGUE Div One East: Abingdon Town v Wallingford Town, Holyport v Abingdon United, Kidlington Res v Milton United, Penn & Tylers Green v Wokingham & Emmbrook, Risborough Rangers v Chalvey Sports, Thame Rangers v AFC Aldermaston [730,1543,1073,1612]
fixture-entry [1092,1274,1436,1368]
fixture-entry [730,988,1074,1068]
column-divider [359,120,360,2550]
fixture-text: NORTH WEST COUNTIES LEAGUE Div One South: Abbey Hulton v Vauxhall Motors, Alsager Town v Sandbach United, Cammell Laird v Wythenshawe Amateurs, Cheadle Heath Nomads v St Martins, Cheadle Town v Abbey Hey, Ellesmere Rangers v West Didsbury & Chorlton, New Mills v Stone OA, Stockport Town v Maine Road [730,1965,1057,2047]
fixture-entry [730,649,1074,743]
fixture-entry [730,554,1074,648]
fixture-text: Hoddesdon Town v Stansted, Walthamstow v Cockfosters [6,1350,315,1378]
fixture-text: NORTHERN LEAGUE Div Two (kick-offs 7.30pm): Bedlington Terriers v West Allotment Celtic (ko 7.45pm), Birtley Town v Heaton Stannington, Redcar Athletic v Jarrow, Washington v Brandon United (ko 7.45pm), Willington v Chester-le-Street [368,1068,699,1124]
competition-name: HELLENIC LEAGUE Premier: [6,1378,173,1393]
fixture-entry [368,1291,712,1318]
fixture-text: SPARTAN SOUTH MIDLANDS LEAGUE Div One: Ampthill Town v Amersham Town, Buckingham Athletic v Shefford Town & Campton, Langford v Enfield Borough, London Lions v Bedford, London Tigers v Winslow United, Milton Keynes Irish v St Panteleimon, New Salamis v Hillingdon Borough, Rayners Lane v Park View [1092,743,1433,825]
fixture-text: SOUTH WEST PENINSULA LEAGUE East: Mousehole v St Dennis [368,325,690,353]
fixture-text: NORTHERN LEAGUE Div One: Ashington v Shildon, Guisborough Town v Sunderland Ryhope CW, Hebburn Town v Billingham Town, Newton Aycliffe v Bishop Auckland, Northallerton Town v Whitley Bay, Penrith v West Auckland Town, Stockton Town v North Shields, Sunderland RCA v Seaham Red Star, Thornaby v Whickham [1092,187,1430,269]
fixture-entry [6,466,350,560]
competition-name: PITCHING IN NORTHERN PREMIER LEAGUE Premier div: [6,464,337,479]
fixture-text: NORTHERN COUNTIES EAST LEAGUE Premier: AFC Mansfield v Albion Sports, Athersley Recreation v Thackley, Bottesford Town v Staveley MW, Bridlington Town v Liversedge, Goole AFC v Barton Town, Grimsby Borough v Knaresborough Town, Penistone Church v Maltby Main, Silsden v Handsworth, Yorkshire Amateur v Eccleshill United [730,2046,1071,2128]
fixture-entry [1092,188,1436,268]
competition-name: EASTERN COUNTIES LEAGUE Premier: [6,1227,236,1242]
fixture-text: WESSEX LEAGUE Premier: Amesbury Town v Hornden, Bashley v Brockenhurst, Blackfield & Langley v Tadley Calleva, Bournemouth v AFC Portchester, Christchurch v Baffins Milton Rovers, Fareham Town v Alresford Town (ko 7.30pm), Fleet Town v Shaftesbury, Hamble Club v Cowes Sports (ko 7.30pm), Lymington [6,2075,347,2157]
fixture-text: MIDLAND LEAGUE Div One: Ashby Ivanhoe v Nuneaton Griff, Atherstone Town v Paget Rangers, Cadbury Athletic v Rocester, Chelmsley Town v Stapenhill, Kirby Muxloe v GNP Sports, Leicester Road v Lichfield City, Stafford Town v Heath Hayes, Studley v Coventry Copsewood, Uttoxeter Town v Hinckley AFC [730,1761,1072,1829]
competition-name: PITCHING IN ISTHMIAN LEAGUE South East div: [6,1078,287,1093]
fixture-entry [368,1152,712,1179]
fixture-text: NORTHERN LEAGUE Div One (kick-offs 7.30pm): Consett v Billingham Town, Sunderland Ryhope CW v Stockton Town [6,1789,331,1817]
fixture-text: WESSEX LEAGUE Div One: Whitchurch United v New Milton Town [368,1290,698,1318]
day-heading: TUESDAY, 3 NOVEMBER [6,349,350,379]
fixture-text: HELLENIC LEAGUE Div One West: Malmesbury Victoria v Clanfield 85, Shrewsbury Town v Thornbury Town, Bourton Rovers v Malvern Town [6,1459,321,1501]
competition-name: VANARAMA NATIONAL LEAGUE SOUTH: [6,437,244,452]
fixture-text: SURREY COUNTY CUP Preliminary round: Westfield v Cobham, Horley Town v Dorking Wanderers (ko 7.30pm) [368,449,672,478]
fixture-text: Frimley Green v Egham Town, Hanworth Villa v Badshot Lea. Premier Challenge Cup Round 2 (ko 7.30pm): Chessington & Hook United, Camberley Town v Abbey Rangers. Div One Challenge Cup, Round 1: Ash United v Kensington & Ealing Borough (ko 7.30pm), Bedfont & Feltham v AFC Hayes, Cove v Sutton Common Rovers United, Fleet Spurs v Dorking Wanderers Res, Knaphill U23 v Eversley & California, Tooting Bec v Farnham Town, Walton & Hersham v Bagshot [6,1106,349,1228]
fixture-entry [368,120,712,133]
kickoff-note: (3pm unless stated) [6,155,129,170]
fixture-entry [730,1681,1074,1761]
tagline-strongly: STRONGLY [836,6,1006,41]
fixture-text: EASTERN COUNTIES LEAGUE Div One South: Holland v May & Baker [368,1562,709,1590]
fixture-entry [368,1416,712,1456]
fixture-entry [1092,650,1436,744]
fixture-entry [6,1941,350,2008]
fixture-entry [368,709,712,736]
fixture-text: Town v Hamworthy United, Portland United v AFC Stoneham [368,120,694,133]
fixture-entry [6,1024,350,1037]
day-heading: SUNDAY, 8 NOVEMBER [1092,1738,1436,1768]
fixture-entry [368,681,712,708]
fixture-entry [730,283,1074,377]
fixture-text: Histon v Aveley [255,1022,342,1037]
fixture-entry [730,907,1074,987]
fixture-entry [730,1830,1074,1897]
fixture-entry [368,1388,712,1415]
competition-name: PITCHING IN SOUTHERN PREMIER LEAGUE Premier South: [6,737,312,765]
fixture-entry [368,2133,712,2160]
fixture-entry [6,1038,350,1078]
fixture-text: Framlingham Town v Ipswich Wanderers, Haverhill Borough v Cornard United, Lakenheath v Downham Town, Needham Market Res v Leiston Res, Norwich CBS v Diss Town, Sheringham v Mulbarton Wanderers [6,1282,347,1350]
fixture-entry [6,1612,350,1652]
fixture-text: HELLENIC LEAGUE Div One East: Langley v Long Crendon [368,1617,693,1632]
fixture-entry [368,557,712,584]
competition-name: VANARAMA NATIONAL LEAGUE NORTH: [6,262,245,277]
fixture-text: COMBINED COUNTIES LEAGUE Premier: Banstead Athletic v Abbey Rangers, CB Hounslow United v Egham Town, Camberley Town v Cobham, Colliers Wood United v Badshot Lea, Frimley Green v Sutton Common Rovers, Guildford City v Ascot United, Hanworth Villa v Sheerwater, Knaphill v Redhill, Molesey v Raynes Park Vale, Southall v Spelthorne Sports [730,987,1069,1069]
competition-name: PITCHING IN SOUTHERN PREMIER LEAGUE Div One Central: [6,289,312,318]
fixture-text: Chesham United v Beaconsfield Town, Dorchester Town v Truro City, Harrow Borough v Hayes & Yeading United, Met Police v Hendon, Salisbury v Gosport Borough, Swindon Supermarine v Hartley Wintney, Yate Town v Taunton Town [6,750,349,805]
fixture-text: PITCHING IN SOUTHERN PREMIER LEAGUE Premier South: Farnborough v Walton Casuals, Tiverton Town v Poole Town [368,555,708,584]
fixture-entry [368,2052,712,2132]
advisory-tagline [775,6,1433,78]
fixture-text: JD CYMRU PREMIER: Bala Town v The New Saints [1092,1611,1374,1626]
fixture-entry [368,1661,712,1674]
fixture-text: SOUTHERN COUNTIES EAST LEAGUE Premier: Sevenoaks Town v Glebe, Tunbridge Wells v Snodland Town [368,1123,702,1151]
fixture-entry [368,1508,712,1535]
day-heading: SUNDAY, 1 NOVEMBER [6,124,350,154]
fixture-text: NORTHERN COUNTIES EAST LEAGUE Premier: Grimsby Borough v Goole AFC, Handsworth v AFC Mansfield [368,958,687,986]
fixture-text: NORTH WEST COUNTIES LEAGUE Premier: Burscough v Barnoldswick Town, Congleton Town v Warrington Rylands, Padiham v Avro [6,1569,325,1611]
fixture-text: AFC Dunstable v Yaxley, Barton Rovers v St Neots Town, Bedford Town v Halesowen Town, Bedworth United v Welwyn Garden City, Biggleswade v Corby Town, Daventry Town v Didcot Town, North Leigh v Kempston Rovers, Thame United v Berkhamsted [6,818,335,887]
competition-name: EASTERN COUNTIES LEAGUE Div One North: [6,1282,273,1297]
fixture-entry [1092,1368,1436,1448]
tagline-pre: It is [774,6,837,41]
